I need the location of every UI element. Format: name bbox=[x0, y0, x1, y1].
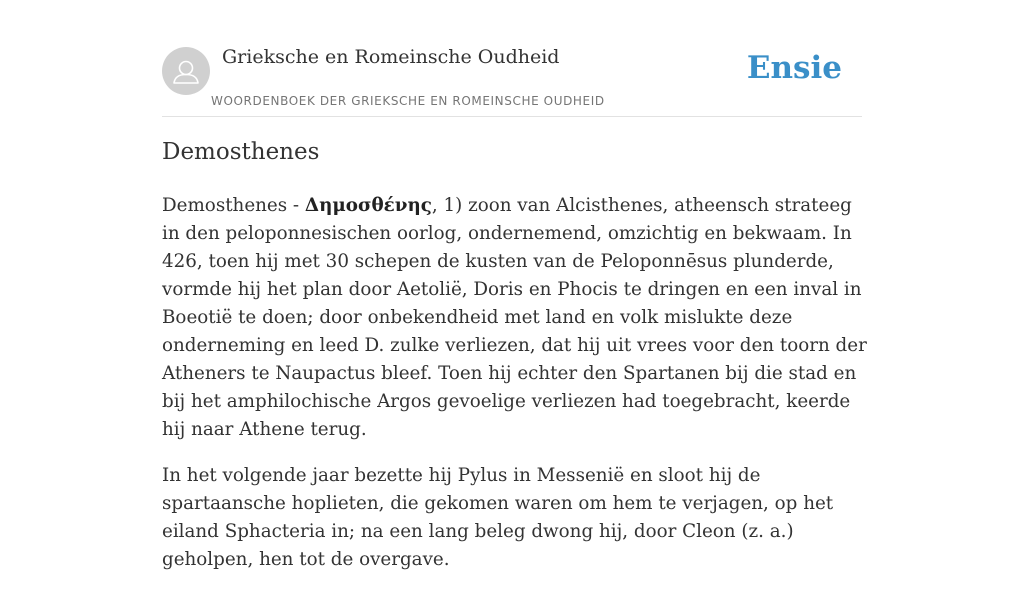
user-avatar-icon[interactable] bbox=[162, 47, 210, 95]
paragraph-text: , 1) zoon van Alcisthenes, atheensch strateeg in den peloponnesischen oorlog, ondernemend, omzichtig en bekwaam. In 426, toen hij met 30 schepen de kusten van de Peloponnēsus plunderde, vormde hij het plan door Aetolië, Doris en Phocis te dringen en een inval in Boeotië te doen; door onbekendheid met land en volk mislukte deze onderneming en leed D. zulke verliezen, dat hij uit vrees voor den toorn der Atheners te Naupactus bleef. Toen hij echter den Spartanen bij die stad en bij het amphilochische Argos gevoelige verliezen had toegebracht, keerde hij naar Athene terug. bbox=[162, 195, 867, 440]
entry-content bbox=[162, 192, 867, 592]
entry-paragraph: In het volgende jaar bezette hij Pylus in Messenië en sloot hij de spartaansche hoplieten, die gekomen waren om hem te verjagen, op het eiland Sphacteria in; na een lang beleg dwong hij, door Cleon (z. a.) geholpen, hen tot de overgave. bbox=[162, 465, 834, 570]
brand-logo-link[interactable]: Ensie bbox=[746, 50, 842, 86]
entry-paragraph bbox=[162, 192, 867, 444]
user-silhouette-icon bbox=[162, 47, 210, 95]
entry-title: Demosthenes bbox=[162, 139, 320, 165]
entry-headword: Demosthenes - bbox=[162, 195, 305, 216]
site-subtitle: WOORDENBOEK DER GRIEKSCHE EN ROMEINSCHE OUDHEID bbox=[211, 94, 605, 108]
greek-headword: Δημοσθένης bbox=[304, 195, 432, 216]
site-header bbox=[162, 40, 862, 117]
site-title-link[interactable]: Grieksche en Romeinsche Oudheid bbox=[222, 46, 560, 68]
